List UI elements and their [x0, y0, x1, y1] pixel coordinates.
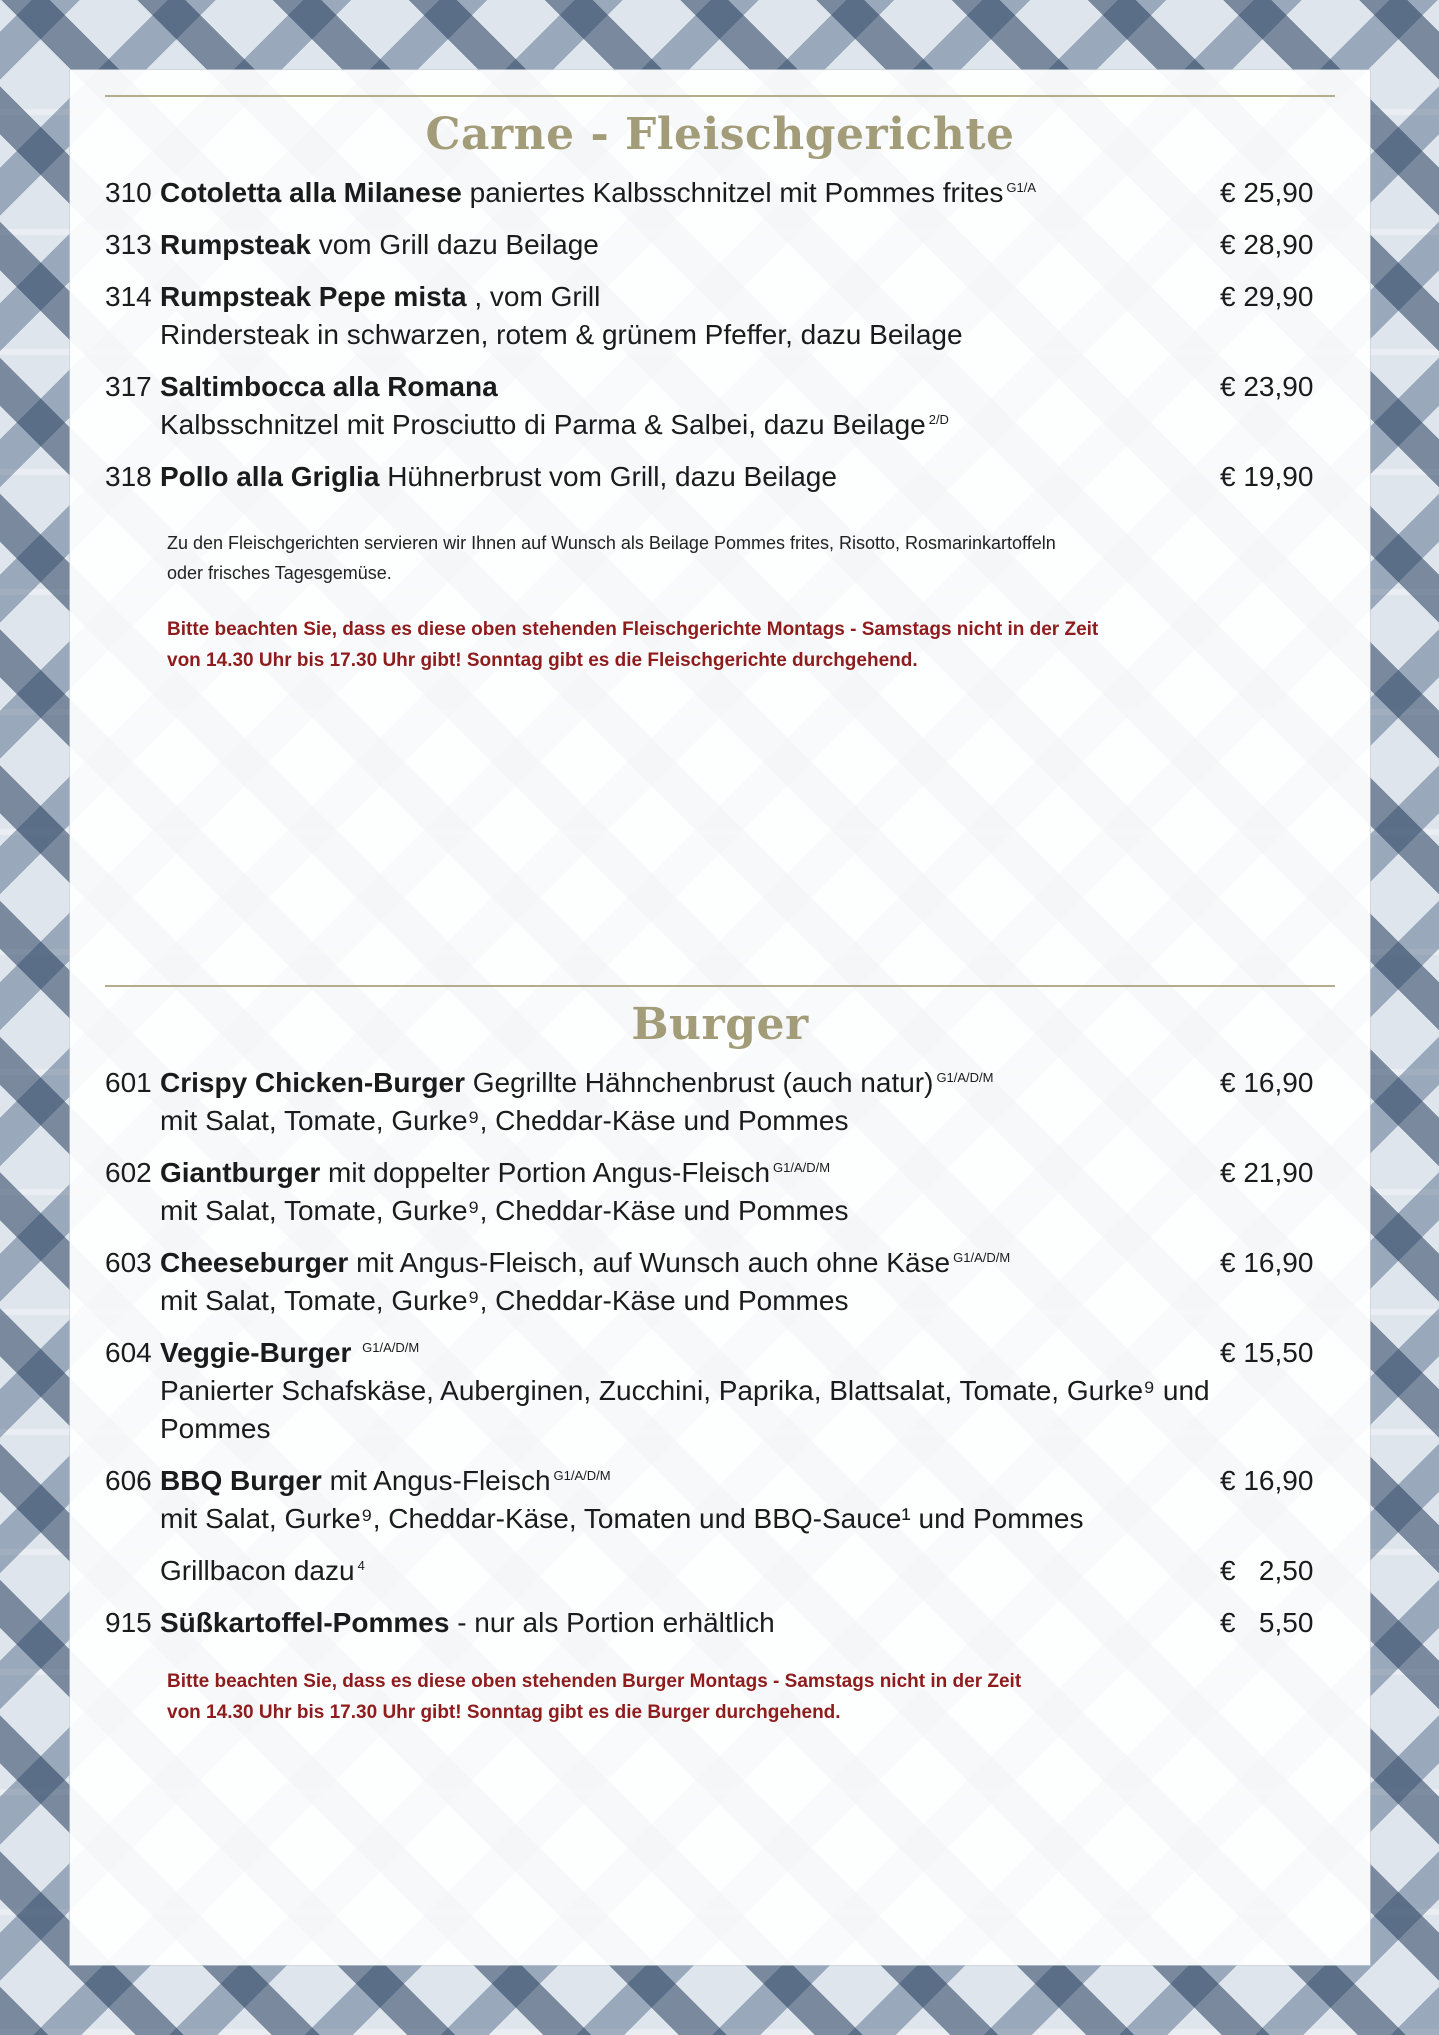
item-price: € 2,50 [1220, 1555, 1314, 1586]
item-price: € 21,90 [1220, 1157, 1314, 1188]
item-detail [160, 1192, 1215, 1230]
item-description: mit doppelter Portion Angus-Fleisch [328, 1157, 771, 1188]
menu-item [105, 1552, 1335, 1590]
menu-item [105, 1334, 1335, 1448]
menu-panel [70, 70, 1370, 1965]
menu-item [105, 1604, 1335, 1642]
menu-item [105, 1244, 1335, 1320]
item-description: Gegrillte Hähnchenbrust (auch natur) [472, 1067, 934, 1098]
item-number: 601 [105, 1067, 152, 1098]
section-rule [105, 95, 1335, 97]
item-price: € 15,50 [1220, 1337, 1314, 1368]
item-price: € 16,90 [1220, 1465, 1314, 1496]
item-description: vom Grill dazu Beilage [318, 229, 599, 260]
item-number: 606 [105, 1465, 152, 1496]
item-price: € 29,90 [1220, 281, 1314, 312]
item-number: 604 [105, 1337, 152, 1368]
item-price: € 28,90 [1220, 229, 1314, 260]
item-detail-text: Panierter Schafskäse, Auberginen, Zucchini, Paprika, Blattsalat, Tomate, Gurke⁹ und Pommes [160, 1375, 1210, 1444]
allergen-code: G1/A/D/M [362, 1339, 420, 1355]
carne-section [105, 95, 1335, 676]
side-dish-note: Zu den Fleischgerichten servieren wir Ihnen auf Wunsch als Beilage Pommes frites, Risotto, Rosmarinkartoffeln oder frisches Tagesgemüse. [167, 533, 1056, 583]
item-detail [160, 1372, 1215, 1448]
item-price: € 19,90 [1220, 461, 1314, 492]
menu-item [105, 226, 1335, 264]
section-title: Carne - Fleischgerichte [425, 109, 1015, 160]
burger-section [105, 985, 1335, 1728]
menu-item [105, 1154, 1335, 1230]
allergen-code: G1/A [1006, 179, 1037, 195]
allergen-code: G1/A/D/M [936, 1069, 994, 1085]
menu-item [105, 458, 1335, 496]
section-title: Burger [631, 999, 809, 1050]
burger-items [105, 1064, 1335, 1642]
item-number: 602 [105, 1157, 152, 1188]
allergen-code: G1/A/D/M [553, 1467, 611, 1483]
item-name: BBQ Burger [160, 1465, 322, 1496]
menu-item [105, 278, 1335, 354]
item-detail-text: mit Salat, Tomate, Gurke⁹, Cheddar-Käse und Pommes [160, 1195, 849, 1226]
item-detail-text: Kalbsschnitzel mit Prosciutto di Parma & Salbei, dazu Beilage [160, 409, 926, 440]
section-rule [105, 985, 1335, 987]
item-description: - nur als Portion erhältlich [457, 1607, 775, 1638]
item-price: € 16,90 [1220, 1247, 1314, 1278]
item-price: € 25,90 [1220, 177, 1314, 208]
item-detail [160, 1102, 1215, 1140]
item-name: Cotoletta alla Milanese [160, 177, 462, 208]
item-detail [160, 316, 1215, 354]
item-name: Rumpsteak [160, 229, 311, 260]
availability-warning: Bitte beachten Sie, dass es diese oben stehenden Burger Montags - Samstags nicht in der Zeit von 14.30 Uhr bis 17.30 Uhr gibt! Sonntag gibt es die Burger durchgehend. [167, 1671, 1022, 1723]
item-name: Rumpsteak Pepe mista [160, 281, 467, 312]
item-detail-text: mit Salat, Tomate, Gurke⁹, Cheddar-Käse und Pommes [160, 1285, 849, 1316]
item-number: 310 [105, 177, 152, 208]
item-number: 603 [105, 1247, 152, 1278]
allergen-code: G1/A/D/M [773, 1159, 831, 1175]
item-name: Saltimbocca alla Romana [160, 371, 498, 402]
item-description: , vom Grill [474, 281, 601, 312]
item-price: € 23,90 [1220, 371, 1314, 402]
item-detail [160, 406, 1215, 444]
item-number: 318 [105, 461, 152, 492]
carne-items [105, 174, 1335, 496]
item-number: 915 [105, 1607, 152, 1638]
item-price: € 16,90 [1220, 1067, 1314, 1098]
menu-item [105, 1064, 1335, 1140]
item-detail [160, 1282, 1215, 1320]
item-detail-text: Rindersteak in schwarzen, rotem & grünem Pfeffer, dazu Beilage [160, 319, 963, 350]
allergen-code: 2/D [928, 411, 949, 427]
item-name: Veggie-Burger [160, 1337, 352, 1368]
menu-item [105, 174, 1335, 212]
item-description: paniertes Kalbsschnitzel mit Pommes frites [469, 177, 1004, 208]
item-name: Süßkartoffel-Pommes [160, 1607, 450, 1638]
item-description: mit Angus-Fleisch [329, 1465, 551, 1496]
menu-item [105, 368, 1335, 444]
item-name: Pollo alla Griglia [160, 461, 380, 492]
allergen-code: G1/A/D/M [953, 1249, 1011, 1265]
item-detail-text: mit Salat, Gurke⁹, Cheddar-Käse, Tomaten und BBQ-Sauce¹ und Pommes [160, 1503, 1084, 1534]
availability-warning: Bitte beachten Sie, dass es diese oben stehenden Fleischgerichte Montags - Samstags nicht in der Zeit von 14.30 Uhr bis 17.30 Uhr gibt! Sonntag gibt es die Fleischgerichte durchgehend. [167, 619, 1099, 671]
item-detail-text: mit Salat, Tomate, Gurke⁹, Cheddar-Käse und Pommes [160, 1105, 849, 1136]
item-name: Cheeseburger [160, 1247, 349, 1278]
allergen-code: 4 [357, 1557, 365, 1573]
item-description: Hühnerbrust vom Grill, dazu Beilage [387, 461, 837, 492]
item-name: Crispy Chicken-Burger [160, 1067, 465, 1098]
item-number: 314 [105, 281, 152, 312]
item-name: Giantburger [160, 1157, 321, 1188]
item-price: € 5,50 [1220, 1607, 1314, 1638]
item-description: mit Angus-Fleisch, auf Wunsch auch ohne Käse [356, 1247, 951, 1278]
item-detail [160, 1500, 1215, 1538]
item-number: 313 [105, 229, 152, 260]
item-description: Grillbacon dazu [160, 1555, 355, 1586]
menu-item [105, 1462, 1335, 1538]
item-number: 317 [105, 371, 152, 402]
